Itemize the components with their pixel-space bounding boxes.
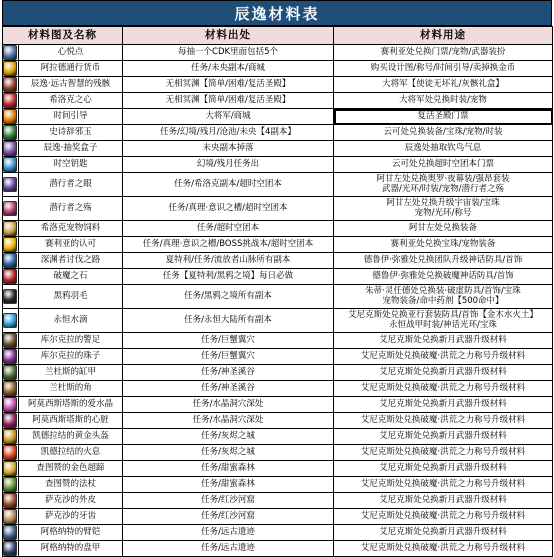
item-icon-cell [3, 157, 19, 173]
material-use: 赛利亚处兑换宝珠/宠物装备 [334, 237, 553, 253]
material-name: 阿莫西斯塔斯的爱水晶 [19, 397, 123, 413]
material-source: 每抽一个CDK里面包括5个 [123, 45, 334, 61]
material-use: 艾尼克斯处兑换破魔·洪荒之力称号升级材料 [334, 445, 553, 461]
materials-table [2, 26, 553, 557]
helmet-icon [3, 429, 17, 444]
item-icon-cell [3, 197, 19, 221]
material-use: 艾尼克斯处兑换破魔·洪荒之力称号升级材料 [334, 381, 553, 397]
header-name: 材料图及名称 [3, 27, 123, 45]
stone-icon [3, 269, 17, 284]
material-use: 艾尼克斯处兑换破魔·洪荒之力称号升级材料 [334, 349, 553, 365]
material-use: 艾尼克斯处兑换破魔·洪荒之力称号升级材料 [334, 413, 553, 429]
material-source: 任务/超时空团本 [123, 221, 334, 237]
material-source: 任务/希洛克副本/超时空团本 [123, 173, 334, 197]
material-source: 无相冥渊【简单/困难/复活圣殿】 [123, 77, 334, 93]
material-name: 希洛克之心 [19, 93, 123, 109]
table-row [3, 125, 553, 141]
sorrow-icon [3, 201, 17, 216]
table-row [3, 413, 553, 429]
material-source: 任务/神圣溪谷 [123, 365, 334, 381]
table-row [3, 77, 553, 93]
item-icon-cell [3, 221, 19, 237]
item-icon-cell [3, 509, 19, 525]
heart-icon [3, 93, 17, 108]
sheet-title: 辰逸材料表 [2, 0, 552, 26]
material-use: 辰逸处抽取钦鸟气息 [334, 141, 553, 157]
material-use: 大将军处兑换时装/宠物 [334, 93, 553, 109]
material-source: 任务/巨蟹翼穴 [123, 349, 334, 365]
material-use: 艾尼克斯处兑换新月武器升级材料 [334, 365, 553, 381]
material-name: 库尔克拉的警足 [19, 333, 123, 349]
material-source: 任务/甜蜜森林 [123, 477, 334, 493]
item-icon-cell [3, 285, 19, 309]
table-row [3, 61, 553, 77]
material-name: 赛利亚的认可 [19, 237, 123, 253]
table-row [3, 221, 553, 237]
badge-icon [3, 45, 17, 60]
material-source: 幻境/残月任务出 [123, 157, 334, 173]
material-name: 兰杜斯的缸甲 [19, 365, 123, 381]
material-source: 未央副本掉落 [123, 141, 334, 157]
material-use: 购买设计图/称号/时间引导/卖掉换金币 [334, 61, 553, 77]
item-icon-cell [3, 109, 19, 125]
tooth-icon [3, 509, 17, 524]
material-use: 艾尼克斯处兑换新月武器升级材料 [334, 461, 553, 477]
material-use: 赛利亚处兑换门票/宠物/武器装扮 [334, 45, 553, 61]
material-name: 凯德拉结的火息 [19, 445, 123, 461]
material-use: 艾尼克斯处兑换新月武器升级材料 [334, 493, 553, 509]
material-use: 艾尼克斯处兑换新月武器升级材料 [334, 429, 553, 445]
item-icon-cell [3, 461, 19, 477]
table-row [3, 141, 553, 157]
header-source: 材料出处 [123, 27, 334, 45]
material-name: 阿格纳特的臂铠 [19, 525, 123, 541]
material-source: 夏特利/任务/流放者山脉所有副本 [123, 253, 334, 269]
material-source: 任务/红沙河窟 [123, 493, 334, 509]
table-row [3, 157, 553, 173]
material-source: 任务/远古遗迹 [123, 525, 334, 541]
item-icon-cell [3, 493, 19, 509]
material-source: 任务/水晶洞穴深处 [123, 397, 334, 413]
material-source: 任务/灰烬之城 [123, 445, 334, 461]
material-source: 任务/水晶洞穴深处 [123, 413, 334, 429]
material-name: 萨克沙的外皮 [19, 493, 123, 509]
material-use: 阿甘左处兑换升级宇宙装/宝珠 宠物/光环/称号 [334, 197, 553, 221]
table-row [3, 285, 553, 309]
drop-icon [3, 313, 17, 328]
item-icon-cell [3, 77, 19, 93]
item-icon-cell [3, 309, 19, 333]
table-row [3, 493, 553, 509]
item-icon-cell [3, 349, 19, 365]
material-use: 云可处兑换装备/宝珠/宠物/时装 [334, 125, 553, 141]
material-use: 大将军【使徒无坏礼/灰骸礼盒】 [334, 77, 553, 93]
material-use: 艾尼克斯处兑换破魔·洪荒之力称号升级材料 [334, 541, 553, 557]
material-source: 任务【夏特利/黑鸦之境】每日必做 [123, 269, 334, 285]
table-row [3, 173, 553, 197]
armor-icon [3, 365, 17, 380]
item-icon-cell [3, 253, 19, 269]
material-use: 云可处兑换超时空团本门票 [334, 157, 553, 173]
material-name: 史诗辞邪玉 [19, 125, 123, 141]
table-row [3, 333, 553, 349]
material-name: 阿格纳特的盘甲 [19, 541, 123, 557]
material-name: 凯德拉结的黄金头盔 [19, 429, 123, 445]
material-name: 库尔克拉的珠子 [19, 349, 123, 365]
item-icon-cell [3, 381, 19, 397]
heart-crystal-icon [3, 413, 17, 428]
coin-icon [3, 61, 17, 76]
item-icon-cell [3, 269, 19, 285]
table-row [3, 445, 553, 461]
material-name: 破魔之石 [19, 269, 123, 285]
table-row [3, 381, 553, 397]
material-use: 艾尼克斯处兑换破魔·洪荒之力称号升级材料 [334, 509, 553, 525]
material-source: 任务/未央副本/商城 [123, 61, 334, 77]
feed-icon [3, 221, 17, 236]
material-name: 查图赞的金色超蹄 [19, 461, 123, 477]
material-name: 永恒水滴 [19, 309, 123, 333]
material-use: 阿甘左处兑换奥罗·夜幕装/强昂套装 武器/光环/时装/宠物/潜行者之殇 [334, 173, 553, 197]
materials-sheet [2, 0, 552, 557]
eye-icon [3, 177, 17, 192]
material-name: 希洛克宠物饲料 [19, 221, 123, 237]
material-use: 艾尼克斯处兑换破魔·洪荒之力称号升级材料 [334, 477, 553, 493]
material-name: 时间引导 [19, 109, 123, 125]
material-use: 艾尼克斯处兑换新月武器升级材料 [334, 397, 553, 413]
table-row [3, 109, 553, 125]
item-icon-cell [3, 445, 19, 461]
material-use: 复活圣殿门票 [334, 109, 553, 125]
material-name: 阿莫西斯塔斯的心脏 [19, 413, 123, 429]
material-name: 辰逸·远古智慧的残骸 [19, 77, 123, 93]
table-row [3, 525, 553, 541]
material-name: 阿拉德通行货币 [19, 61, 123, 77]
table-row [3, 93, 553, 109]
material-use: 艾尼克斯处兑换新月武器升级材料 [334, 333, 553, 349]
item-icon-cell [3, 173, 19, 197]
hide-icon [3, 493, 17, 508]
item-icon-cell [3, 237, 19, 253]
table-row [3, 45, 553, 61]
material-name: 深渊者讨伐之路 [19, 253, 123, 269]
material-use: 阿甘左处兑换装备 [334, 221, 553, 237]
material-name: 兰杜斯的角 [19, 381, 123, 397]
material-source: 任务/幻境/残月/沧池/未央【4副本】 [123, 125, 334, 141]
item-icon-cell [3, 477, 19, 493]
feather-icon [3, 289, 17, 304]
material-name: 辰逸·抽奖盒子 [19, 141, 123, 157]
material-source: 无相冥渊【简单/困难/复活圣殿】 [123, 93, 334, 109]
material-source: 任务/甜蜜森林 [123, 461, 334, 477]
relic-icon [3, 77, 17, 92]
hourglass-icon [3, 109, 17, 124]
material-source: 任务/真理·意识之槽/BOSS挑战本/超时空团本 [123, 237, 334, 253]
horn-icon [3, 381, 17, 396]
table-row [3, 237, 553, 253]
jade-icon [3, 125, 17, 140]
table-row [3, 429, 553, 445]
material-name: 心悦点 [19, 45, 123, 61]
material-use: 朱蒂·灵任德处兑换装·破虚防具/首饰/宝珠 宠物装备/命中药剂【500命中】 [334, 285, 553, 309]
orb-icon [3, 349, 17, 364]
item-icon-cell [3, 365, 19, 381]
table-row [3, 397, 553, 413]
material-source: 任务/黑鸦之境所有副本 [123, 285, 334, 309]
material-source: 任务/灰烬之城 [123, 429, 334, 445]
item-icon-cell [3, 525, 19, 541]
key-icon [3, 157, 17, 172]
material-name: 潜行者之殇 [19, 197, 123, 221]
gauntlet-icon [3, 525, 17, 540]
material-use: 艾尼克斯处兑换新月武器升级材料 [334, 525, 553, 541]
material-source: 任务/红沙河窟 [123, 509, 334, 525]
material-use: 德鲁伊·弥雅处兑换团队升级神话防具/首饰 [334, 253, 553, 269]
approval-icon [3, 237, 17, 252]
material-name: 潜行者之眼 [19, 173, 123, 197]
staff-icon [3, 477, 17, 492]
item-icon-cell [3, 429, 19, 445]
item-icon-cell [3, 397, 19, 413]
material-source: 大将军/商城 [123, 109, 334, 125]
claw-icon [3, 333, 17, 348]
material-name: 查图赞的法杖 [19, 477, 123, 493]
crystal-icon [3, 397, 17, 412]
material-name: 萨克沙的牙齿 [19, 509, 123, 525]
material-use: 艾尼克斯处兑换亚行套装防具/首饰【金木水火土】 永恒战甲时装/神话光环/宝珠 [334, 309, 553, 333]
item-icon-cell [3, 61, 19, 77]
table-row [3, 461, 553, 477]
box-icon [3, 141, 17, 156]
material-name: 黑鸦羽毛 [19, 285, 123, 309]
material-source: 任务/永恒大陆所有副本 [123, 309, 334, 333]
table-row [3, 197, 553, 221]
table-row [3, 509, 553, 525]
item-icon-cell [3, 125, 19, 141]
flame-icon [3, 445, 17, 460]
table-row [3, 253, 553, 269]
material-source: 任务/远古遗迹 [123, 541, 334, 557]
table-row [3, 365, 553, 381]
table-row [3, 309, 553, 333]
material-source: 任务/神圣溪谷 [123, 381, 334, 397]
table-row [3, 269, 553, 285]
header-use: 材料用途 [334, 27, 553, 45]
table-row [3, 477, 553, 493]
path-icon [3, 253, 17, 268]
material-source: 任务/真理·意识之槽/超时空团本 [123, 197, 334, 221]
material-use: 德鲁伊·弥雅处兑换破魔神话防具/首饰 [334, 269, 553, 285]
item-icon-cell [3, 141, 19, 157]
material-source: 任务/巨蟹翼穴 [123, 333, 334, 349]
hoof-icon [3, 461, 17, 476]
item-icon-cell [3, 333, 19, 349]
item-icon-cell [3, 413, 19, 429]
table-body [3, 45, 553, 557]
item-icon-cell [3, 45, 19, 61]
table-row [3, 349, 553, 365]
material-name: 时空钥匙 [19, 157, 123, 173]
item-icon-cell [3, 93, 19, 109]
